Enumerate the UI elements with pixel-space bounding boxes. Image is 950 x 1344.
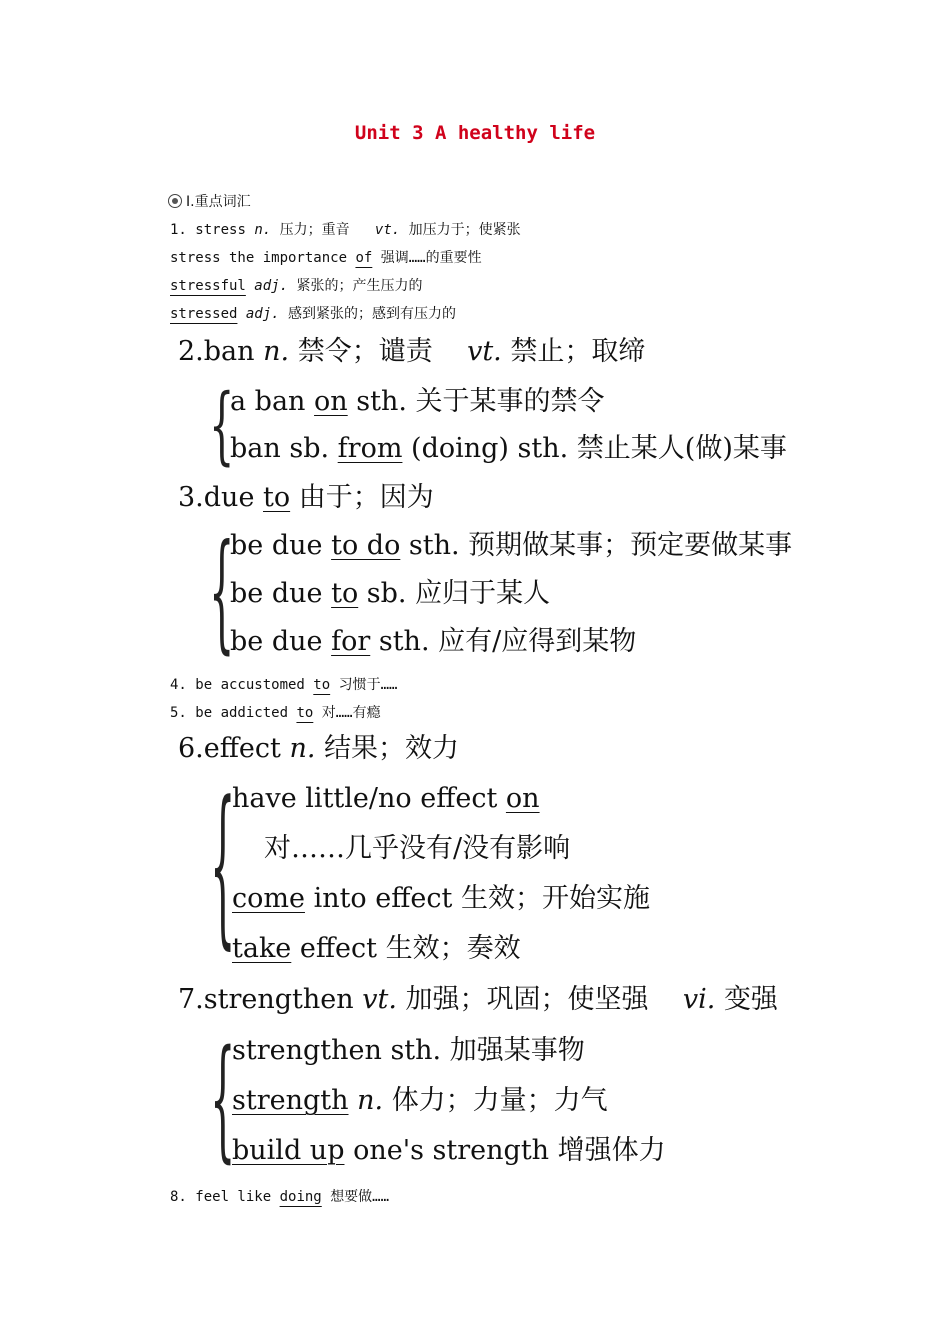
circle-bullet-icon: [168, 194, 182, 208]
section-label: Ⅰ.重点词汇: [186, 194, 251, 210]
vocab-item-2-sub-2: ban sb. from (doing) sth. 禁止某人(做)某事: [230, 433, 787, 464]
vocab-item-4: 4. be accustomed to 习惯于……: [170, 677, 398, 693]
vocab-item-7-sub-1: strengthen sth. 加强某事物: [232, 1035, 585, 1066]
vocab-item-7-sub-3: build up one's strength 增强体力: [232, 1135, 666, 1166]
vocab-item-3-sub-2: be due to sb. 应归于某人: [230, 578, 551, 609]
curly-brace-icon: {: [210, 1025, 236, 1177]
vocab-item-8: 8. feel like doing 想要做……: [170, 1189, 390, 1205]
vocab-item-6-sub-1-meaning: 对……几乎没有/没有影响: [264, 833, 571, 864]
section-heading: [168, 192, 251, 212]
page-title: Unit 3 A healthy life: [354, 122, 596, 144]
vocab-item-2-sub-1: a ban on sth. 关于某事的禁令: [230, 386, 605, 417]
vocab-item-1-line-2: stress the importance of 强调……的重要性: [170, 250, 482, 266]
vocab-item-3-sub-1: be due to do sth. 预期做某事；预定要做某事: [230, 530, 793, 561]
vocab-item-3-sub-3: be due for sth. 应有/应得到某物: [230, 626, 637, 657]
curly-brace-icon: {: [210, 769, 236, 967]
vocab-item-2-head: 2.ban n. 禁令；谴责 vt. 禁止；取缔: [178, 336, 646, 367]
curly-brace-icon: {: [209, 377, 235, 475]
vocab-item-7-head: 7.strengthen vt. 加强；巩固；使坚强 vi. 变强: [178, 984, 778, 1015]
vocab-item-6-sub-2: come into effect 生效；开始实施: [232, 883, 650, 914]
curly-brace-icon: {: [209, 520, 235, 668]
vocab-item-6-head: 6.effect n. 结果；效力: [178, 733, 460, 764]
vocab-item-1-line-1: 1. stress n. 压力；重音 vt. 加压力于；使紧张: [170, 222, 521, 238]
vocab-item-6-sub-1: have little/no effect on: [232, 783, 540, 814]
vocab-item-5: 5. be addicted to 对……有瘾: [170, 705, 381, 721]
vocab-item-6-sub-3: take effect 生效；奏效: [232, 933, 521, 964]
vocab-item-1-line-4: stressed adj. 感到紧张的；感到有压力的: [170, 306, 457, 322]
vocab-item-1-line-3: stressful adj. 紧张的；产生压力的: [170, 278, 423, 294]
vocab-item-3-head: 3.due to 由于；因为: [178, 482, 434, 513]
vocab-item-7-sub-2: strength n. 体力；力量；力气: [232, 1085, 608, 1116]
